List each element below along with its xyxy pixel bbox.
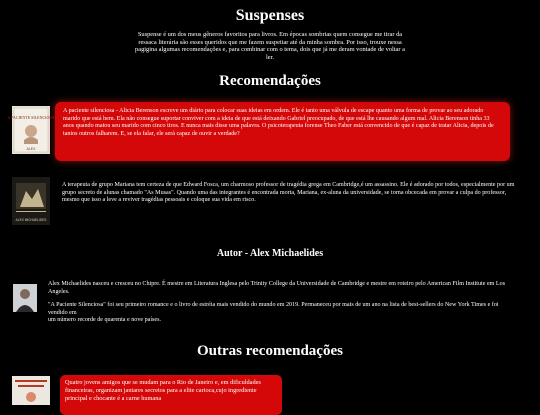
book-cover-a-paciente-silenciosa-icon[interactable] [7, 106, 55, 154]
recommendation-card-2: A terapeuta de grupo Mariana tem certeza de que Edward Fosca, um charmoso professor de tragédia grega em Cambridge,é um assassino. Ele é adorado por todos, especialmente por um grupo secreto de alunas chamado "As Musas". Quando uma das integrantes é encontrada morta, Mariana, ex-aluna da universidade, se torna obcecada em provar a culpa do professor, mesmo que isso a leve a reviver tragédias pessoais e coloque sua vida em risco. [62, 182, 515, 204]
other-recommendations-heading: Outras recomendações [197, 343, 343, 359]
page-title: Suspenses [235, 7, 305, 24]
book-cover-as-musas-icon[interactable] [12, 177, 50, 225]
author-bio [48, 281, 518, 325]
author-photo-icon [13, 284, 37, 312]
book-cover-other-icon[interactable] [12, 376, 50, 405]
cover-author-text: ALEX MICHAELIDES [15, 218, 47, 222]
author-heading: Autor - Alex Michaelides [216, 248, 324, 259]
recommendations-heading: Recomendações [219, 73, 321, 89]
cover-title-text: A PACIENTE SILENCIOSA [7, 115, 55, 120]
other-recommendation-card-1: Quatro jovens amigos que se mudam para o Rio de Janeiro e, em dificuldades financeiras, organizam jantares secretos para a elite carioca,cujo ingrediente principal e chocante é a carne humana [60, 375, 282, 415]
recommendation-card-1: A paciente silenciosa - Alicia Berenson escreve um diário para colocar suas ideias em ordem. Ele é tanto uma válvula de escape quanto uma forma de provar ao seu adorado marido que está bem. Ela não consegue suportar conviver com a ideia de que está deixando Gabriel preocupado, de que está lhe causando algum mal. Alicia Berenson tinha 33 anos quando matou seu marido com cinco tiros. E nunca mais disse uma palavra. O psicoterapeuta forense Theo Faber está convencido de que é capaz de tratar Alicia, depois de tantos outros falharem. E, se ela falar, ele será capaz de ouvir a verdade? [55, 102, 510, 161]
author-bio-paragraph-3: um número recorde de quarenta e nove países. [48, 317, 162, 324]
author-bio-paragraph-2: "A Paciente Silenciosa" foi seu primeiro romance e o livro de estréia mais vendido do mundo em 2019. Permaneceu por mais de um ano na lista de best-sellers do New York Times e foi vendido em [48, 302, 499, 316]
cover-author-text: ALEX [26, 147, 36, 151]
author-bio-paragraph-1: Alex Michaelides nasceu e cresceu no Chipre. É mestre em Literatura Inglesa pelo Trinity College da Universidade de Cambridge e mestre em roteiro pelo American Film Institute em Los Angeles. [48, 281, 506, 295]
intro-paragraph: Suspense é um dos meus gêneros favoritos para livros. Em épocas sombrias quem consegue me tirar da ressaca literária são esses queridos que me fazem suspeitar até da minha sombra. Por isso, trouxe nessa pagigina algumas recomendações e, para combinar com o tema, dois que já me deram vontade de voltar a ler. [135, 31, 405, 62]
